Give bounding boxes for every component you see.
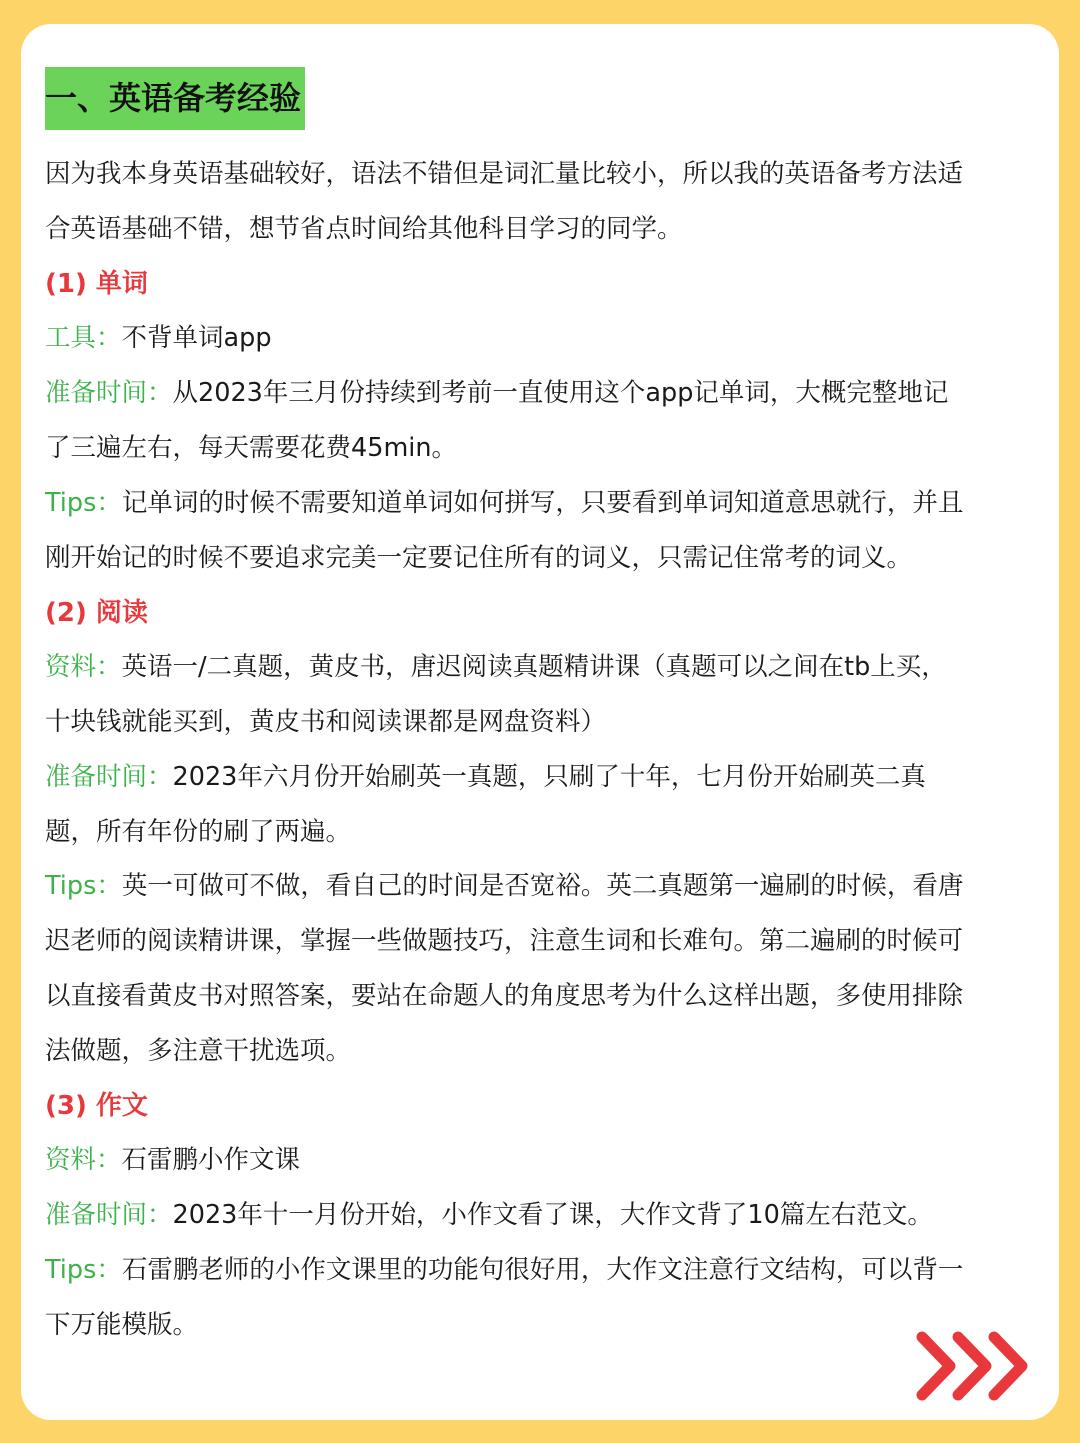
- tips-label: Tips：: [45, 1255, 122, 1285]
- tips-label: Tips：: [45, 871, 122, 901]
- material-label: 资料：: [45, 652, 122, 682]
- section-heading-writing: (3) 作文: [45, 1091, 148, 1121]
- writing-tips-cont: 下万能模版。: [45, 1310, 199, 1340]
- tips-text: 记单词的时候不需要知道单词如何拼写，只要看到单词知道意思就行，并且: [121, 488, 964, 518]
- intro-line: 因为我本身英语基础较好，语法不错但是词汇量比较小，所以我的英语备考方法适: [45, 159, 964, 189]
- section-heading-reading: (2) 阅读: [45, 598, 148, 628]
- intro-line: 合英语基础不错，想节省点时间给其他科目学习的同学。: [45, 214, 683, 244]
- tips-label: Tips：: [45, 488, 122, 518]
- tips-text: 石雷鹏老师的小作文课里的功能句很好用，大作文注意行文结构，可以背一: [121, 1255, 964, 1285]
- reading-tips-cont: 以直接看黄皮书对照答案，要站在命题人的角度思考为什么这样出题，多使用排除: [45, 981, 964, 1011]
- vocab-time: [45, 373, 948, 413]
- page-title: 一、英语备考经验: [45, 67, 305, 130]
- reading-tips-cont: 法做题，多注意干扰选项。: [45, 1036, 352, 1066]
- time-label: 准备时间：: [45, 762, 173, 792]
- time-label: 准备时间：: [45, 1200, 173, 1230]
- material-text: 石雷鹏小作文课: [121, 1145, 301, 1175]
- reading-time: [45, 757, 926, 797]
- triple-chevron-right-icon: [914, 1331, 1032, 1401]
- writing-tips: [45, 1250, 963, 1290]
- vocab-tips: [45, 483, 963, 523]
- tips-text: 英一可做可不做，看自己的时间是否宽裕。英二真题第一遍刷的时候，看唐: [121, 871, 964, 901]
- material-label: 资料：: [45, 1145, 122, 1175]
- vocab-tool: [45, 318, 272, 358]
- section-heading-vocab: (1) 单词: [45, 269, 148, 299]
- time-text: 2023年十一月份开始，小作文看了课，大作文背了10篇左右范文。: [172, 1200, 933, 1230]
- time-label: 准备时间：: [45, 378, 173, 408]
- reading-tips-cont: 迟老师的阅读精讲课，掌握一些做题技巧，注意生词和长难句。第二遍刷的时候可: [45, 926, 964, 956]
- time-text: 从2023年三月份持续到考前一直使用这个app记单词，大概完整地记: [172, 378, 949, 408]
- time-text: 2023年六月份开始刷英一真题，只刷了十年，七月份开始刷英二真: [172, 762, 926, 792]
- reading-material-cont: 十块钱就能买到，黄皮书和阅读课都是网盘资料）: [45, 707, 607, 737]
- writing-time: [45, 1195, 933, 1235]
- tool-text: 不背单词app: [121, 323, 272, 353]
- vocab-tips-cont: 刚开始记的时候不要追求完美一定要记住所有的词义，只需记住常考的词义。: [45, 543, 913, 573]
- reading-time-cont: 题，所有年份的刷了两遍。: [45, 817, 352, 847]
- writing-material: [45, 1140, 300, 1180]
- reading-tips: [45, 866, 963, 906]
- reading-material: [45, 647, 947, 687]
- vocab-time-cont: 了三遍左右，每天需要花费45min。: [45, 433, 458, 463]
- material-text: 英语一/二真题，黄皮书，唐迟阅读真题精讲课（真题可以之间在tb上买，: [121, 652, 947, 682]
- tool-label: 工具：: [45, 323, 122, 353]
